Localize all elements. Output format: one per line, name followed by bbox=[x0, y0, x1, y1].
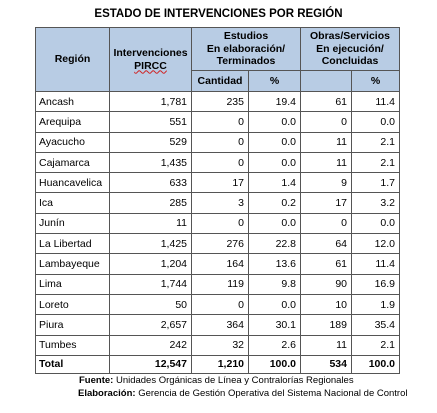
header-region: Región bbox=[36, 28, 110, 92]
intervenciones-cell: 1,204 bbox=[110, 254, 192, 274]
intervenciones-cell: 2,657 bbox=[110, 315, 192, 335]
estudios-pct-cell: 9.8 bbox=[249, 274, 301, 294]
region-cell: Ayacucho bbox=[36, 132, 110, 152]
table-row bbox=[36, 152, 400, 172]
total-label: Total bbox=[36, 355, 110, 373]
region-cell: Piura bbox=[36, 315, 110, 335]
obras-cantidad-cell: 64 bbox=[301, 234, 352, 254]
header-intervenciones-line2: PIRCC bbox=[134, 59, 167, 72]
table-row bbox=[36, 315, 400, 335]
estudios-cantidad-cell: 276 bbox=[192, 234, 249, 254]
table-row bbox=[36, 335, 400, 355]
estudios-pct-cell: 0.0 bbox=[249, 132, 301, 152]
header-obras bbox=[301, 28, 400, 71]
header-pct-obras: % bbox=[352, 71, 400, 92]
estudios-cantidad-cell: 235 bbox=[192, 92, 249, 112]
header-cantidad: Cantidad bbox=[192, 71, 249, 92]
table-row bbox=[36, 213, 400, 233]
header-pct-estudios: % bbox=[249, 71, 301, 92]
obras-pct-cell: 35.4 bbox=[352, 315, 400, 335]
estudios-pct-cell: 13.6 bbox=[249, 254, 301, 274]
estudios-cantidad-cell: 0 bbox=[192, 152, 249, 172]
intervenciones-cell: 1,435 bbox=[110, 152, 192, 172]
table-row bbox=[36, 193, 400, 213]
estudios-cantidad-cell: 3 bbox=[192, 193, 249, 213]
obras-pct-cell: 0.0 bbox=[352, 213, 400, 233]
region-cell: La Libertad bbox=[36, 234, 110, 254]
estudios-pct-cell: 0.0 bbox=[249, 112, 301, 132]
table-row bbox=[36, 92, 400, 112]
estudios-cantidad-cell: 0 bbox=[192, 213, 249, 233]
region-cell: Arequipa bbox=[36, 112, 110, 132]
obras-cantidad-cell: 189 bbox=[301, 315, 352, 335]
obras-cantidad-cell: 11 bbox=[301, 152, 352, 172]
obras-cantidad-cell: 0 bbox=[301, 112, 352, 132]
footer-fuente bbox=[79, 375, 354, 386]
obras-cantidad-cell: 11 bbox=[301, 335, 352, 355]
estudios-pct-cell: 1.4 bbox=[249, 173, 301, 193]
region-cell: Lima bbox=[36, 274, 110, 294]
estudios-cantidad-cell: 0 bbox=[192, 294, 249, 314]
region-cell: Tumbes bbox=[36, 335, 110, 355]
region-cell: Ancash bbox=[36, 92, 110, 112]
table-row bbox=[36, 234, 400, 254]
intervenciones-cell: 50 bbox=[110, 294, 192, 314]
region-cell: Junín bbox=[36, 213, 110, 233]
obras-pct-cell: 11.4 bbox=[352, 254, 400, 274]
header-obras-cantidad bbox=[301, 71, 352, 92]
estudios-cantidad-cell: 32 bbox=[192, 335, 249, 355]
region-cell: Cajamarca bbox=[36, 152, 110, 172]
obras-pct-cell: 0.0 bbox=[352, 112, 400, 132]
intervenciones-cell: 633 bbox=[110, 173, 192, 193]
obras-cantidad-cell: 61 bbox=[301, 92, 352, 112]
obras-pct-cell: 1.9 bbox=[352, 294, 400, 314]
header-estudios-line2: En elaboración/ bbox=[206, 42, 286, 55]
obras-cantidad-cell: 17 bbox=[301, 193, 352, 213]
table-row bbox=[36, 173, 400, 193]
total-obras-cantidad: 534 bbox=[301, 355, 352, 373]
header-obras-line1: Obras/Servicios bbox=[310, 30, 390, 43]
footer-elaboracion-label: Elaboración: bbox=[78, 388, 136, 399]
estudios-pct-cell: 0.0 bbox=[249, 152, 301, 172]
obras-cantidad-cell: 11 bbox=[301, 132, 352, 152]
intervenciones-cell: 242 bbox=[110, 335, 192, 355]
footer-fuente-label: Fuente: bbox=[79, 375, 114, 386]
estudios-cantidad-cell: 119 bbox=[192, 274, 249, 294]
region-cell: Lambayeque bbox=[36, 254, 110, 274]
obras-pct-cell: 12.0 bbox=[352, 234, 400, 254]
intervenciones-cell: 529 bbox=[110, 132, 192, 152]
header-intervenciones-line1: Intervenciones bbox=[113, 47, 188, 59]
estudios-pct-cell: 2.6 bbox=[249, 335, 301, 355]
total-intervenciones: 12,547 bbox=[110, 355, 192, 373]
estudios-pct-cell: 19.4 bbox=[249, 92, 301, 112]
estudios-cantidad-cell: 0 bbox=[192, 112, 249, 132]
obras-pct-cell: 3.2 bbox=[352, 193, 400, 213]
intervenciones-cell: 1,781 bbox=[110, 92, 192, 112]
obras-pct-cell: 2.1 bbox=[352, 152, 400, 172]
obras-cantidad-cell: 61 bbox=[301, 254, 352, 274]
intervenciones-cell: 285 bbox=[110, 193, 192, 213]
intervenciones-cell: 11 bbox=[110, 213, 192, 233]
region-cell: Loreto bbox=[36, 294, 110, 314]
obras-cantidad-cell: 10 bbox=[301, 294, 352, 314]
total-estudios-cantidad: 1,210 bbox=[192, 355, 249, 373]
header-estudios-line1: Estudios bbox=[223, 30, 269, 43]
header-estudios-line3: Terminados bbox=[216, 55, 276, 68]
obras-cantidad-cell: 0 bbox=[301, 213, 352, 233]
estudios-pct-cell: 0.2 bbox=[249, 193, 301, 213]
interventions-table bbox=[35, 27, 400, 374]
intervenciones-cell: 1,744 bbox=[110, 274, 192, 294]
obras-pct-cell: 11.4 bbox=[352, 92, 400, 112]
table-row bbox=[36, 132, 400, 152]
region-cell: Huancavelica bbox=[36, 173, 110, 193]
header-obras-line3: Concluidas bbox=[321, 55, 379, 68]
total-obras-pct: 100.0 bbox=[352, 355, 400, 373]
obras-cantidad-cell: 9 bbox=[301, 173, 352, 193]
estudios-pct-cell: 22.8 bbox=[249, 234, 301, 254]
estudios-cantidad-cell: 364 bbox=[192, 315, 249, 335]
obras-pct-cell: 2.1 bbox=[352, 132, 400, 152]
region-cell: Ica bbox=[36, 193, 110, 213]
table-row bbox=[36, 294, 400, 314]
estudios-cantidad-cell: 17 bbox=[192, 173, 249, 193]
intervenciones-cell: 551 bbox=[110, 112, 192, 132]
total-row bbox=[36, 355, 400, 373]
header-intervenciones bbox=[110, 28, 192, 92]
footer-elaboracion bbox=[78, 388, 408, 399]
obras-pct-cell: 1.7 bbox=[352, 173, 400, 193]
estudios-pct-cell: 0.0 bbox=[249, 294, 301, 314]
footer-elaboracion-text: Gerencia de Gestión Operativa del Sistema Nacional de Control bbox=[138, 388, 408, 399]
header-obras-line2: En ejecución/ bbox=[316, 42, 384, 55]
obras-cantidad-cell: 90 bbox=[301, 274, 352, 294]
estudios-cantidad-cell: 0 bbox=[192, 132, 249, 152]
intervenciones-cell: 1,425 bbox=[110, 234, 192, 254]
estudios-pct-cell: 30.1 bbox=[249, 315, 301, 335]
obras-pct-cell: 16.9 bbox=[352, 274, 400, 294]
estudios-cantidad-cell: 164 bbox=[192, 254, 249, 274]
table-row bbox=[36, 112, 400, 132]
total-estudios-pct: 100.0 bbox=[249, 355, 301, 373]
table-row bbox=[36, 274, 400, 294]
obras-pct-cell: 2.1 bbox=[352, 335, 400, 355]
header-estudios bbox=[192, 28, 301, 71]
table-row bbox=[36, 254, 400, 274]
footer-fuente-text: Unidades Orgánicas de Línea y Contralorías Regionales bbox=[115, 375, 354, 386]
table-title: ESTADO DE INTERVENCIONES POR REGIÓN bbox=[94, 8, 343, 20]
estudios-pct-cell: 0.0 bbox=[249, 213, 301, 233]
